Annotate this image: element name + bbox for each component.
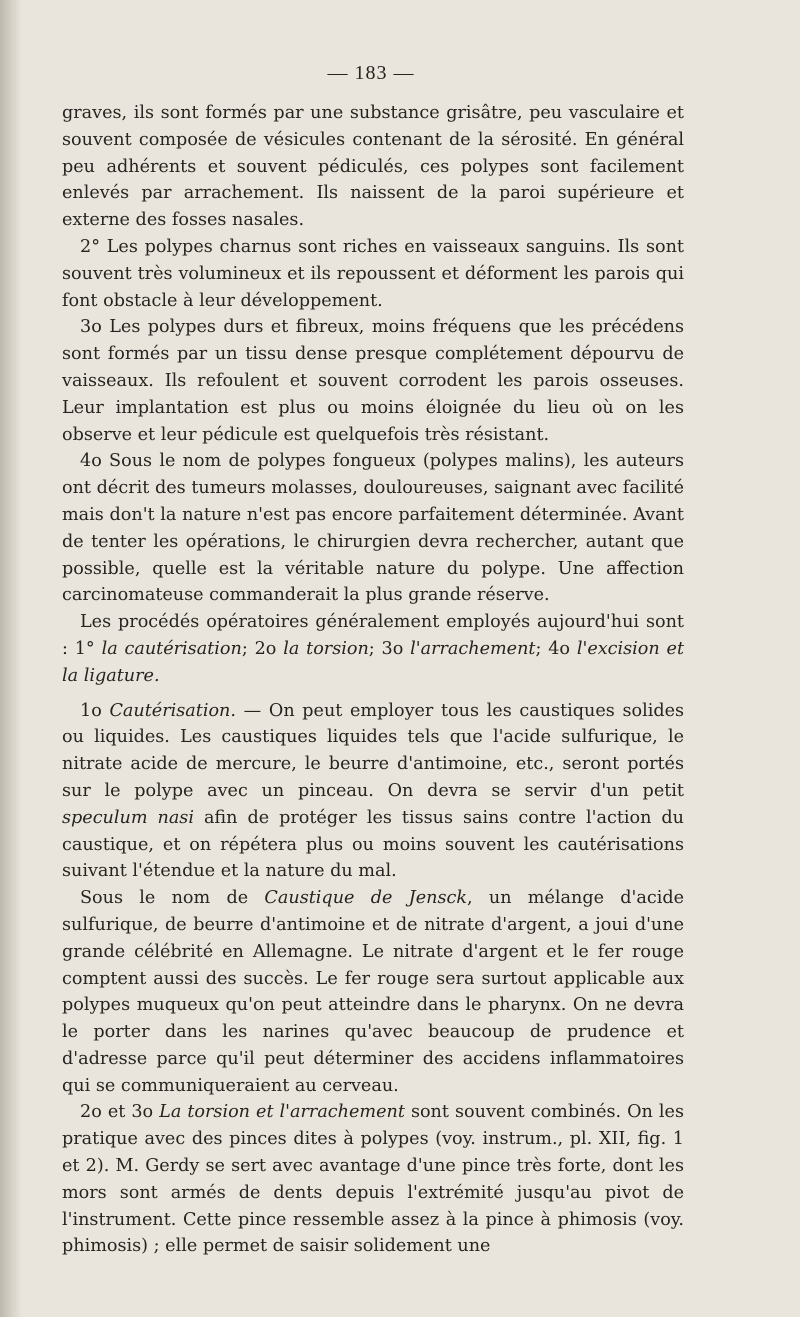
procedure-torsion: la torsion: [283, 638, 369, 659]
procedure-sep-1: ; 2o: [241, 638, 277, 659]
cauterisation-heading: Cautérisation.: [109, 700, 236, 721]
paragraph-4-text: 4o Sous le nom de polypes fongueux (polypes malins), les auteurs ont décrit des tumeurs molasses, douloureuses, saignant avec facilité mais don't la nature n'est pas encore parfaitement déterminée. Avant de tenter les opérations, le chirurgien devra rechercher, autant que possible, quelle est la véritable nature du polype. Une affection carcinomateuse commanderait la plus grande réserve.: [62, 451, 684, 606]
paragraph-1: [62, 100, 684, 234]
paragraph-5: [62, 609, 684, 689]
caustique-lead: Sous le nom de: [80, 888, 249, 909]
torsion-number: 2o et 3o: [80, 1102, 154, 1123]
procedure-cauterisation: la cautérisation: [101, 638, 242, 659]
paragraph-7: [62, 885, 684, 1099]
procedure-sep-2: ; 3o: [368, 638, 404, 659]
paragraph-6: [62, 698, 684, 886]
caustique-text: , un mélange d'acide sulfurique, de beurre d'antimoine et de nitrate d'argent, a joui d'une grande célébrité en Allemagne. Le nitrate d'argent et le fer rouge comptent aussi des succès. Le fer rouge sera surtout applicable aux polypes muqueux qu'on peut atteindre dans le pharynx. On ne devra le porter dans les narines qu'avec beaucoup de prudence et d'adresse parce qu'il peut déterminer des accidens inflammatoires qui se communiqueraient au cerveau.: [62, 888, 685, 1096]
paragraph-2-text: 2° Les polypes charnus sont riches en vaisseaux sanguins. Ils sont souvent très volumineux et ils repoussent et déforment les parois qui font obstacle à leur développement.: [62, 236, 684, 311]
binding-shadow: [0, 0, 22, 1317]
procedures-lead: Les procédés opératoires généralement employés aujourd'hui sont : 1°: [62, 612, 684, 659]
cauterisation-text-1: — On peut employer tous les caustiques solides ou liquides. Les caustiques liquides tels que l'acide sulfurique, le nitrate acide de mercure, le beurre d'antimoine, etc., seront portés sur le polype avec un pinceau. On devra se servir d'un petit: [62, 700, 685, 801]
cauterisation-number: 1o: [80, 700, 102, 721]
paragraph-4: [62, 448, 684, 609]
caustique-jensck-term: Caustique de Jensck: [264, 888, 467, 909]
paragraph-8: [62, 1099, 684, 1260]
torsion-arrachement-heading: La torsion et l'arrachement: [159, 1102, 405, 1123]
torsion-text: sont souvent combinés. On les pratique avec des pinces dites à polypes (voy. instrum., pl. XII, fig. 1 et 2). M. Gerdy se sert avec avantage d'une pince très forte, dont les mors sont armés de dents depuis l'extrémité jusqu'au pivot de l'instrument. Cette pince ressemble assez à la pince à phimosis (voy. phimosis) ; elle permet de saisir solidement une: [62, 1102, 684, 1257]
speculum-nasi-term: speculum nasi: [62, 807, 194, 828]
procedure-excision-ligature: l'excision et la ligature.: [62, 638, 685, 686]
paragraph-2: [62, 234, 684, 314]
procedure-sep-3: ; 4o: [535, 638, 571, 659]
cauterisation-text-2: afin de protéger les tissus sains contre l'action du caustique, et on répétera plus ou moins souvent les cautérisations suivant l'étendue et la nature du mal.: [62, 807, 685, 882]
page-body: [62, 100, 684, 1260]
section-gap: [62, 690, 684, 698]
procedure-arrachement: l'arrachement: [410, 638, 536, 659]
paragraph-3: [62, 314, 684, 448]
paragraph-1-text: graves, ils sont formés par une substance grisâtre, peu vasculaire et souvent composée de vésicules contenant de la sérosité. En général peu adhérents et souvent pédiculés, ces polypes sont facilement enlevés par arrachement. Ils naissent de la paroi supérieure et externe des fosses nasales.: [62, 103, 684, 231]
paragraph-3-text: 3o Les polypes durs et fibreux, moins fréquens que les précédens sont formés par un tissu dense presque complétement dépourvu de vaisseaux. Ils refoulent et souvent corrodent les parois osseuses. Leur implantation est plus ou moins éloignée du lieu où on les observe et leur pédicule est quelquefois très résistant.: [62, 317, 684, 445]
page-number: — 183 —: [327, 62, 415, 84]
